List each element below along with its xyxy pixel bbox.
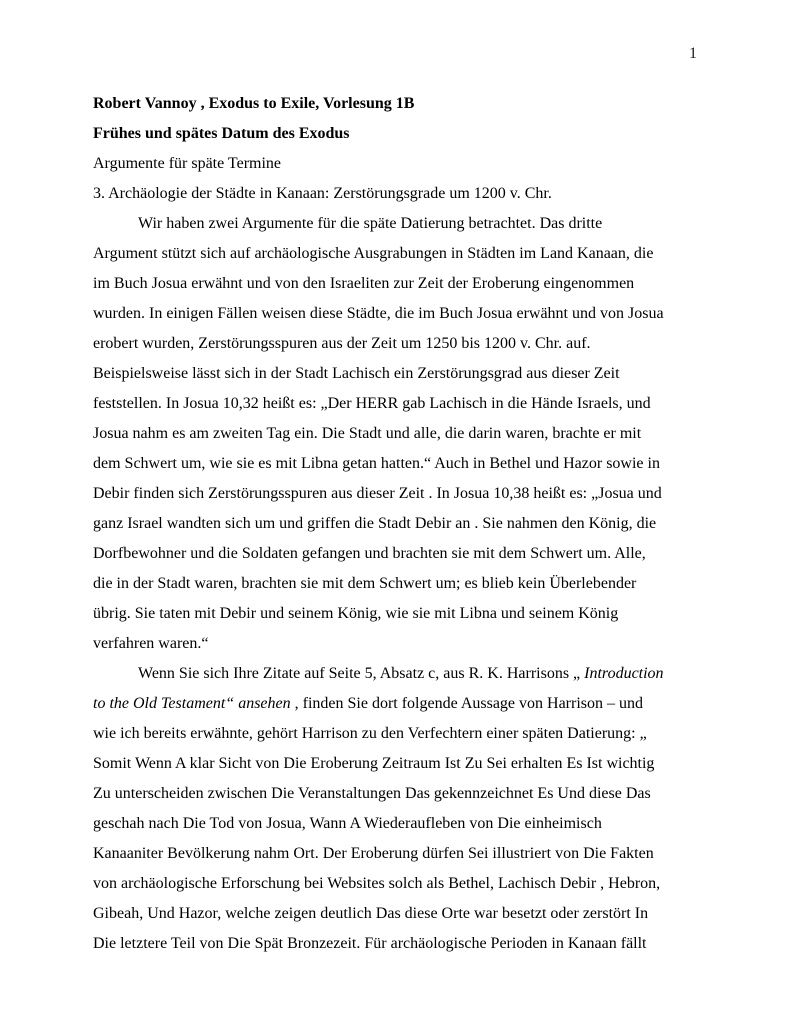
text-segment: Argumente für späte Termine [93,155,282,172]
text-segment: wie ich bereits erwähnte, gehört Harrison zu den Verfechtern einer späten Datierung: „ [93,725,647,742]
text-line [93,449,733,479]
text-segment: Die letztere Teil von Die Spät Bronzezeit. Für archäologische Perioden in Kanaan fällt [93,935,647,952]
text-line [93,869,733,899]
text-segment: ganz Israel wandten sich um und griffen die Stadt Debir an . Sie nahmen den König, die [93,515,657,532]
text-line [93,359,733,389]
text-line [93,809,733,839]
text-segment: , finden Sie dort folgende Aussage von Harrison – und [290,695,644,712]
text-line [93,689,733,719]
text-segment: Robert Vannoy , Exodus to Exile, Vorlesung 1B [93,95,415,112]
text-line [93,509,733,539]
text-segment: 3. Archäologie der Städte in Kanaan: Zerstörungsgrade um 1200 v. Chr. [93,185,552,202]
text-line [93,329,733,359]
text-segment: Gibeah, Und Hazor, welche zeigen deutlich Das diese Orte war besetzt oder zerstört In [93,905,649,922]
text-segment: Debir finden sich Zerstörungsspuren aus dieser Zeit . In Josua 10,38 heißt es: „Josua und [93,485,662,502]
text-line [93,479,733,509]
text-segment: übrig. Sie taten mit Debir und seinem König, wie sie mit Libna und seinem König [93,605,619,622]
title-line [93,89,733,119]
text-segment: Kanaaniter Bevölkerung nahm Ort. Der Eroberung dürfen Sei illustriert von Die Fakten [93,845,654,862]
text-line [93,419,733,449]
text-segment: Argument stützt sich auf archäologische Ausgrabungen in Städten im Land Kanaan, die [93,245,654,262]
text-segment: die in der Stadt waren, brachten sie mit dem Schwert um; es blieb kein Überlebender [93,575,637,592]
text-segment: feststellen. In Josua 10,32 heißt es: „Der HERR gab Lachisch in die Hände Israels, und [93,395,651,412]
section-heading [93,179,733,209]
text-line [93,599,733,629]
text-segment: Zu unterscheiden zwischen Die Veranstaltungen Das gekennzeichnet Es Und diese Das [93,785,651,802]
italic-text-segment: to the Old Testament“ ansehen [93,695,291,712]
document-content [93,89,733,959]
text-line [93,539,733,569]
text-segment: erobert wurden, Zerstörungsspuren aus der Zeit um 1250 bis 1200 v. Chr. auf. [93,335,591,352]
text-line [93,719,733,749]
text-segment: im Buch Josua erwähnt und von den Israeliten zur Zeit der Eroberung eingenommen [93,275,635,292]
text-line [93,899,733,929]
text-segment: Wenn Sie sich Ihre Zitate auf Seite 5, Absatz c, aus R. K. Harrisons „ [138,665,585,682]
text-segment: von archäologische Erforschung bei Websites solch als Bethel, Lachisch Debir , Hebron, [93,875,661,892]
text-line [93,839,733,869]
text-segment: wurden. In einigen Fällen weisen diese Städte, die im Buch Josua erwähnt und von Josua [93,305,664,322]
text-line [93,929,733,959]
section-label [93,149,733,179]
text-line [93,299,733,329]
text-segment: Frühes und spätes Datum des Exodus [93,125,350,142]
text-line [93,659,733,689]
text-line [93,269,733,299]
text-segment: verfahren waren.“ [93,635,209,652]
text-segment: Somit Wenn A klar Sicht von Die Eroberung Zeitraum Ist Zu Sei erhalten Es Ist wichtig [93,755,655,772]
text-segment: Josua nahm es am zweiten Tag ein. Die Stadt und alle, die darin waren, brachte er mit [93,425,642,442]
text-line [93,779,733,809]
text-line [93,209,733,239]
italic-text-segment: Introduction [584,665,664,682]
text-segment: Beispielsweise lässt sich in der Stadt Lachisch ein Zerstörungsgrad aus dieser Zeit [93,365,620,382]
text-segment: Wir haben zwei Argumente für die späte Datierung betrachtet. Das dritte [138,215,603,232]
text-line [93,629,733,659]
text-line [93,749,733,779]
subtitle-line [93,119,733,149]
text-segment: dem Schwert um, wie sie es mit Libna getan hatten.“ Auch in Bethel und Hazor sowie in [93,455,660,472]
page-number: 1 [689,45,697,62]
text-segment: geschah nach Die Tod von Josua, Wann A Wiederaufleben von Die einheimisch [93,815,602,832]
text-line [93,569,733,599]
text-line [93,389,733,419]
text-segment: Dorfbewohner und die Soldaten gefangen und brachten sie mit dem Schwert um. Alle, [93,545,646,562]
text-line [93,239,733,269]
